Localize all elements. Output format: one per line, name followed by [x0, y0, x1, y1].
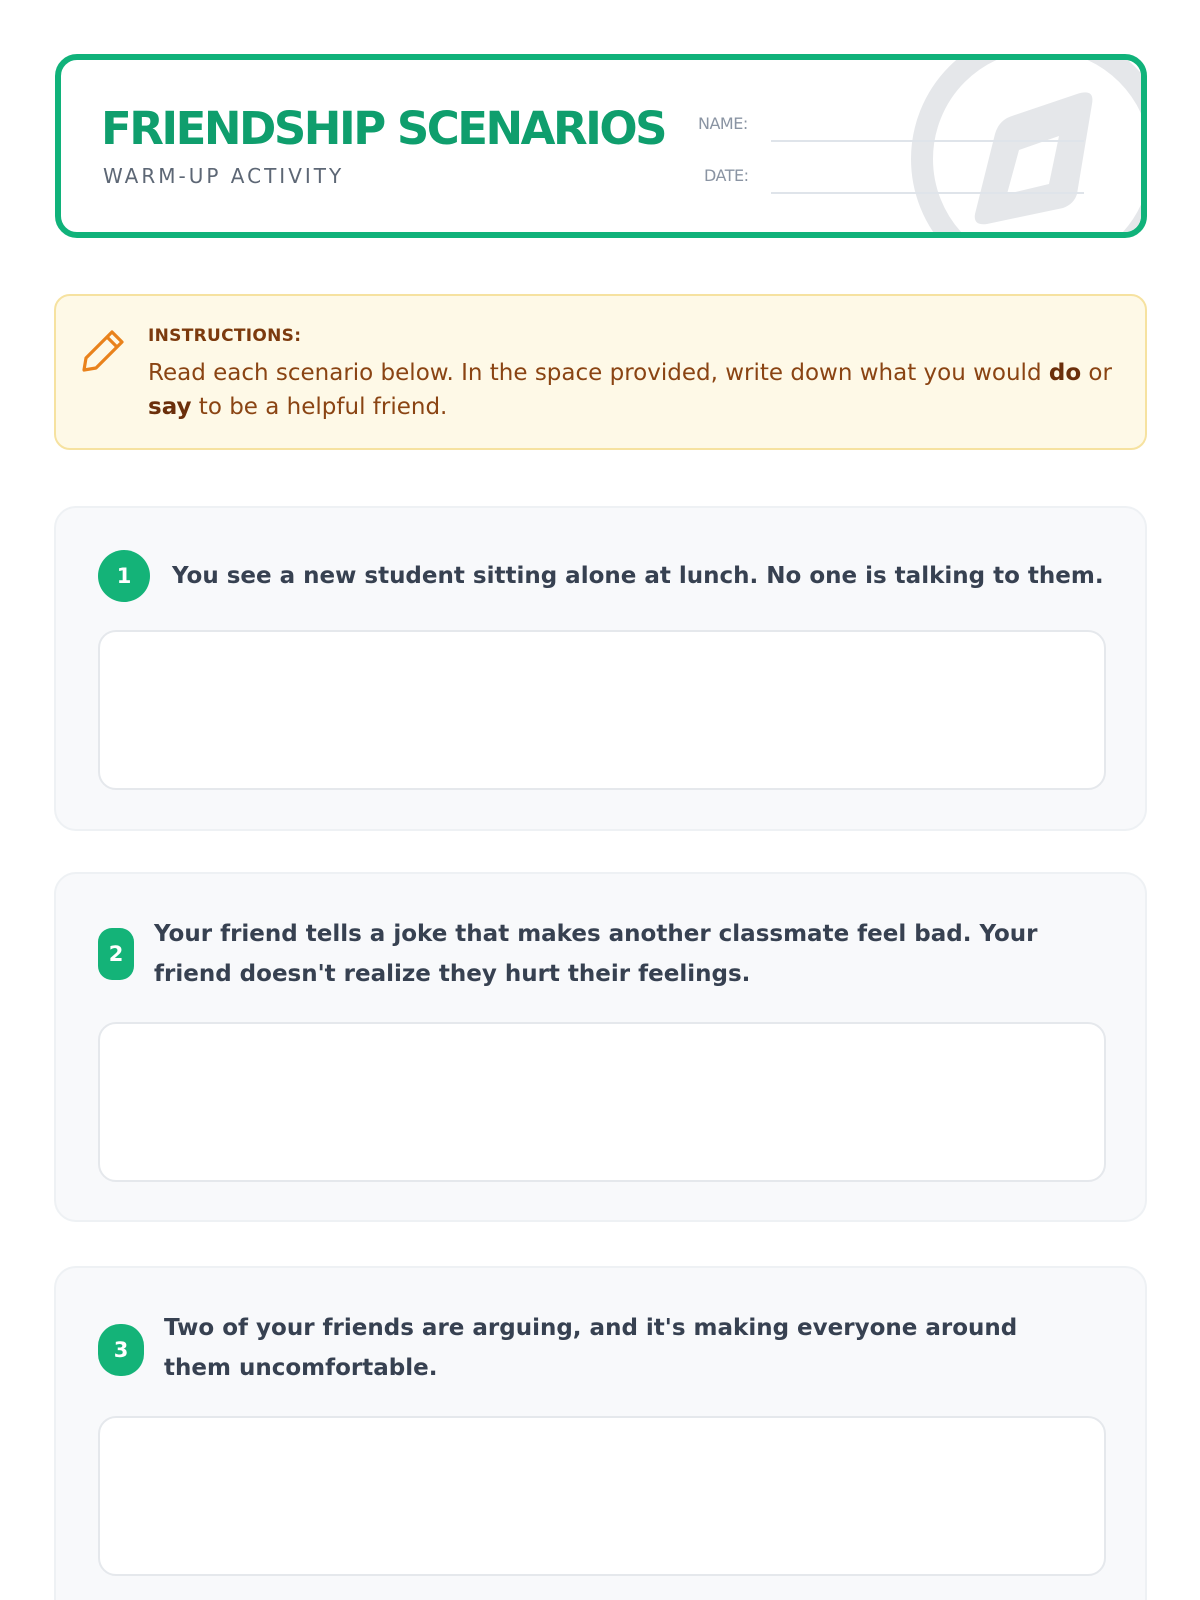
answer-box[interactable]	[98, 630, 1106, 790]
answer-box[interactable]	[98, 1022, 1106, 1182]
instructions-box	[54, 294, 1147, 450]
scenario-number-badge: 1	[98, 550, 150, 602]
scenario-prompt: Your friend tells a joke that makes another classmate feel bad. Your friend doesn't realize they hurt their feelings.	[154, 921, 1038, 987]
scenario-prompt: Two of your friends are arguing, and it's making everyone around them uncomfortable.	[164, 1315, 1018, 1381]
name-field[interactable]	[771, 140, 1084, 142]
pencil-icon	[82, 328, 126, 372]
date-field[interactable]	[771, 192, 1084, 194]
answer-box[interactable]	[98, 1416, 1106, 1576]
emphasis-do: do	[1048, 360, 1082, 386]
scenario-card	[54, 506, 1147, 831]
date-label: DATE:	[704, 166, 749, 185]
page-subtitle: WARM-UP ACTIVITY	[103, 164, 345, 188]
scenario-number-badge: 2	[98, 928, 134, 980]
emphasis-say: say	[148, 394, 192, 420]
scenario-number-badge: 3	[98, 1324, 144, 1376]
scenario-card	[54, 872, 1147, 1222]
scenario-card	[54, 1266, 1147, 1600]
worksheet-header	[55, 54, 1147, 238]
instructions-text: Read each scenario below. In the space provided, write down what you would do or say to be a helpful friend.	[148, 360, 1112, 420]
compass-icon	[877, 54, 1147, 238]
name-label: NAME:	[698, 114, 748, 133]
scenario-prompt: You see a new student sitting alone at lunch. No one is talking to them.	[172, 563, 1104, 589]
instructions-label: INSTRUCTIONS:	[148, 326, 302, 346]
page-title: FRIENDSHIP SCENARIOS	[101, 102, 666, 155]
